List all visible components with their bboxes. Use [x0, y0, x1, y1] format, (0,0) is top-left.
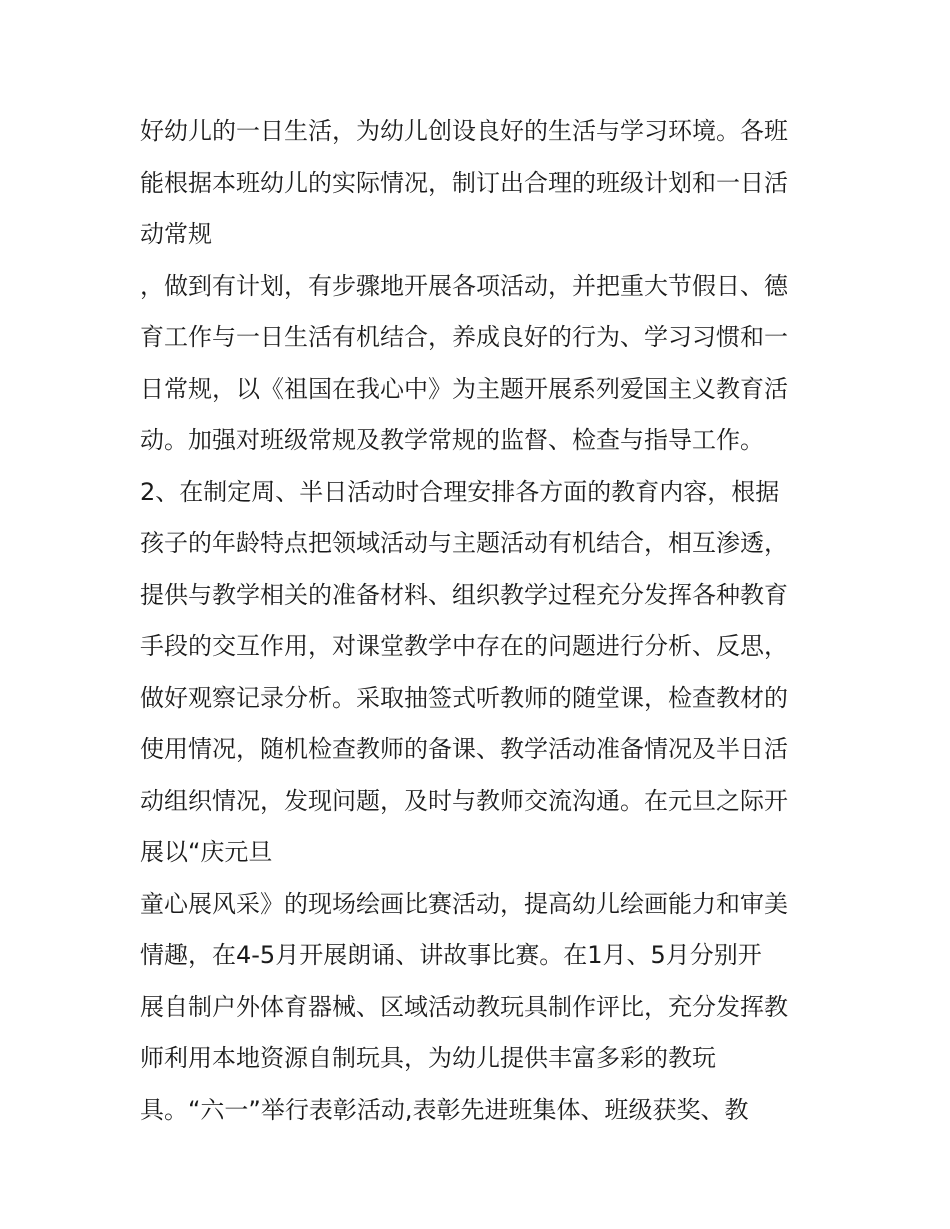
text-line-17: 情趣，在4-5月开展朗诵、讲故事比赛。在1月、5月分别开 [140, 941, 762, 969]
text-line-4: ，做到有计划，有步骤地开展各项活动，并把重大节假日、德 [140, 271, 788, 300]
text-line-5: 育工作与一日生活有机结合，养成良好的行为、学习习惯和一 [140, 323, 788, 351]
text-line-20: 具。“六一”举行表彰活动,表彰先进班集体、班级获奖、教 [140, 1095, 749, 1124]
text-line-10: 提供与教学相关的准备材料、组织教学过程充分发挥各种教育 [140, 580, 788, 609]
text-line-12: 做好观察记录分析。采取抽签式听教师的随堂课，检查教材的 [140, 683, 788, 712]
text-line-3: 动常规 [140, 220, 212, 248]
text-line-6: 日常规，以《祖国在我心中》为主题开展系列爱国主义教育活 [140, 374, 788, 403]
text-line-15: 展以“庆元旦 [140, 838, 273, 866]
text-line-11: 手段的交互作用，对课堂教学中存在的问题进行分析、反思， [140, 632, 788, 660]
text-line-1: 好幼儿的一日生活，为幼儿创设良好的生活与学习环境。各班 [140, 117, 788, 145]
text-line-18: 展自制户外体育器械、区域活动教玩具制作评比，充分发挥教 [140, 992, 788, 1021]
text-line-7: 动。加强对班级常规及教学常规的监督、检查与指导工作。 [140, 426, 764, 454]
text-line-8: 2、在制定周、半日活动时合理安排各方面的教育内容，根据 [140, 477, 780, 506]
body-text [140, 106, 820, 1136]
text-line-16: 童心展风采》的现场绘画比赛活动，提高幼儿绘画能力和审美 [140, 889, 788, 918]
text-line-2: 能根据本班幼儿的实际情况，制订出合理的班级计划和一日活 [140, 168, 788, 197]
text-line-9: 孩子的年龄特点把领域活动与主题活动有机结合，相互渗透， [140, 529, 788, 557]
text-line-13: 使用情况，随机检查教师的备课、教学活动准备情况及半日活 [140, 735, 788, 763]
text-line-14: 动组织情况，发现问题，及时与教师交流沟通。在元旦之际开 [140, 786, 788, 815]
text-line-19: 师利用本地资源自制玩具，为幼儿提供丰富多彩的教玩 [140, 1044, 716, 1072]
